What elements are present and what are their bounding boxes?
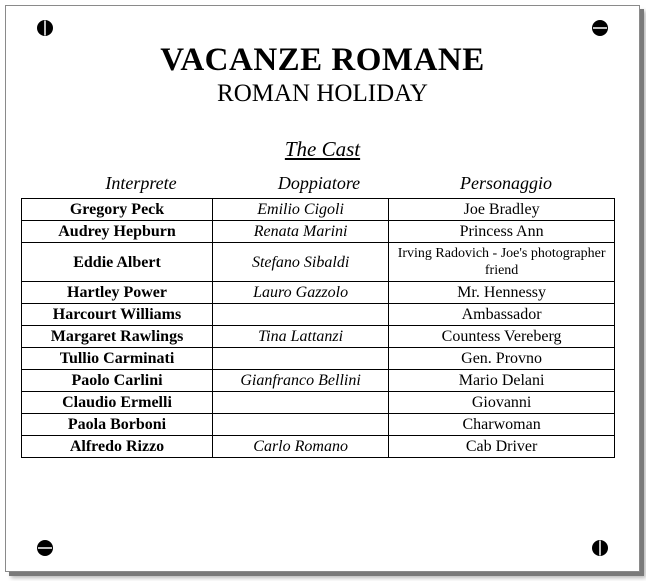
actor-cell: Paola Borboni bbox=[22, 414, 213, 436]
table-row bbox=[22, 326, 615, 348]
dubber-cell bbox=[213, 304, 389, 326]
dubber-cell bbox=[213, 414, 389, 436]
role-cell: Gen. Provno bbox=[389, 348, 615, 370]
screw-icon bbox=[591, 19, 609, 37]
table-row bbox=[22, 414, 615, 436]
dubber-cell: Gianfranco Bellini bbox=[213, 370, 389, 392]
role-cell: Princess Ann bbox=[389, 221, 615, 243]
page-title: VACANZE ROMANE bbox=[160, 42, 485, 78]
table-row bbox=[22, 348, 615, 370]
actor-cell: Tullio Carminati bbox=[22, 348, 213, 370]
page-subtitle: ROMAN HOLIDAY bbox=[217, 80, 428, 107]
role-cell: Mario Delani bbox=[389, 370, 615, 392]
cast-table bbox=[21, 198, 615, 458]
dubber-cell bbox=[213, 392, 389, 414]
column-header-dubber: Doppiatore bbox=[277, 173, 361, 193]
role-cell: Countess Vereberg bbox=[389, 326, 615, 348]
table-row bbox=[22, 221, 615, 243]
role-cell: Joe Bradley bbox=[389, 199, 615, 221]
actor-cell: Gregory Peck bbox=[22, 199, 213, 221]
dubber-cell: Emilio Cigoli bbox=[213, 199, 389, 221]
table-row bbox=[22, 199, 615, 221]
actor-cell: Margaret Rawlings bbox=[22, 326, 213, 348]
table-row bbox=[22, 370, 615, 392]
table-row bbox=[22, 304, 615, 326]
table-row bbox=[22, 243, 615, 282]
actor-cell: Audrey Hepburn bbox=[22, 221, 213, 243]
role-cell: Ambassador bbox=[389, 304, 615, 326]
role-cell: Irving Radovich - Joe's photographer friend bbox=[389, 243, 615, 282]
dubber-cell: Lauro Gazzolo bbox=[213, 282, 389, 304]
screw-icon bbox=[36, 19, 54, 37]
section-title: The Cast bbox=[284, 137, 361, 161]
dubber-cell: Renata Marini bbox=[213, 221, 389, 243]
actor-cell: Harcourt Williams bbox=[22, 304, 213, 326]
table-row bbox=[22, 282, 615, 304]
actor-cell: Hartley Power bbox=[22, 282, 213, 304]
role-cell: Cab Driver bbox=[389, 436, 615, 458]
role-cell: Mr. Hennessy bbox=[389, 282, 615, 304]
actor-cell: Claudio Ermelli bbox=[22, 392, 213, 414]
screw-icon bbox=[591, 539, 609, 557]
cast-plaque bbox=[5, 5, 640, 572]
role-cell: Giovanni bbox=[389, 392, 615, 414]
dubber-cell bbox=[213, 348, 389, 370]
dubber-cell: Carlo Romano bbox=[213, 436, 389, 458]
actor-cell: Eddie Albert bbox=[22, 243, 213, 282]
dubber-cell: Tina Lattanzi bbox=[213, 326, 389, 348]
column-header-role: Personaggio bbox=[460, 173, 552, 193]
dubber-cell: Stefano Sibaldi bbox=[213, 243, 389, 282]
role-cell: Charwoman bbox=[389, 414, 615, 436]
table-row bbox=[22, 392, 615, 414]
table-row bbox=[22, 436, 615, 458]
column-header-actor: Interprete bbox=[105, 173, 177, 193]
screw-icon bbox=[36, 539, 54, 557]
actor-cell: Paolo Carlini bbox=[22, 370, 213, 392]
actor-cell: Alfredo Rizzo bbox=[22, 436, 213, 458]
